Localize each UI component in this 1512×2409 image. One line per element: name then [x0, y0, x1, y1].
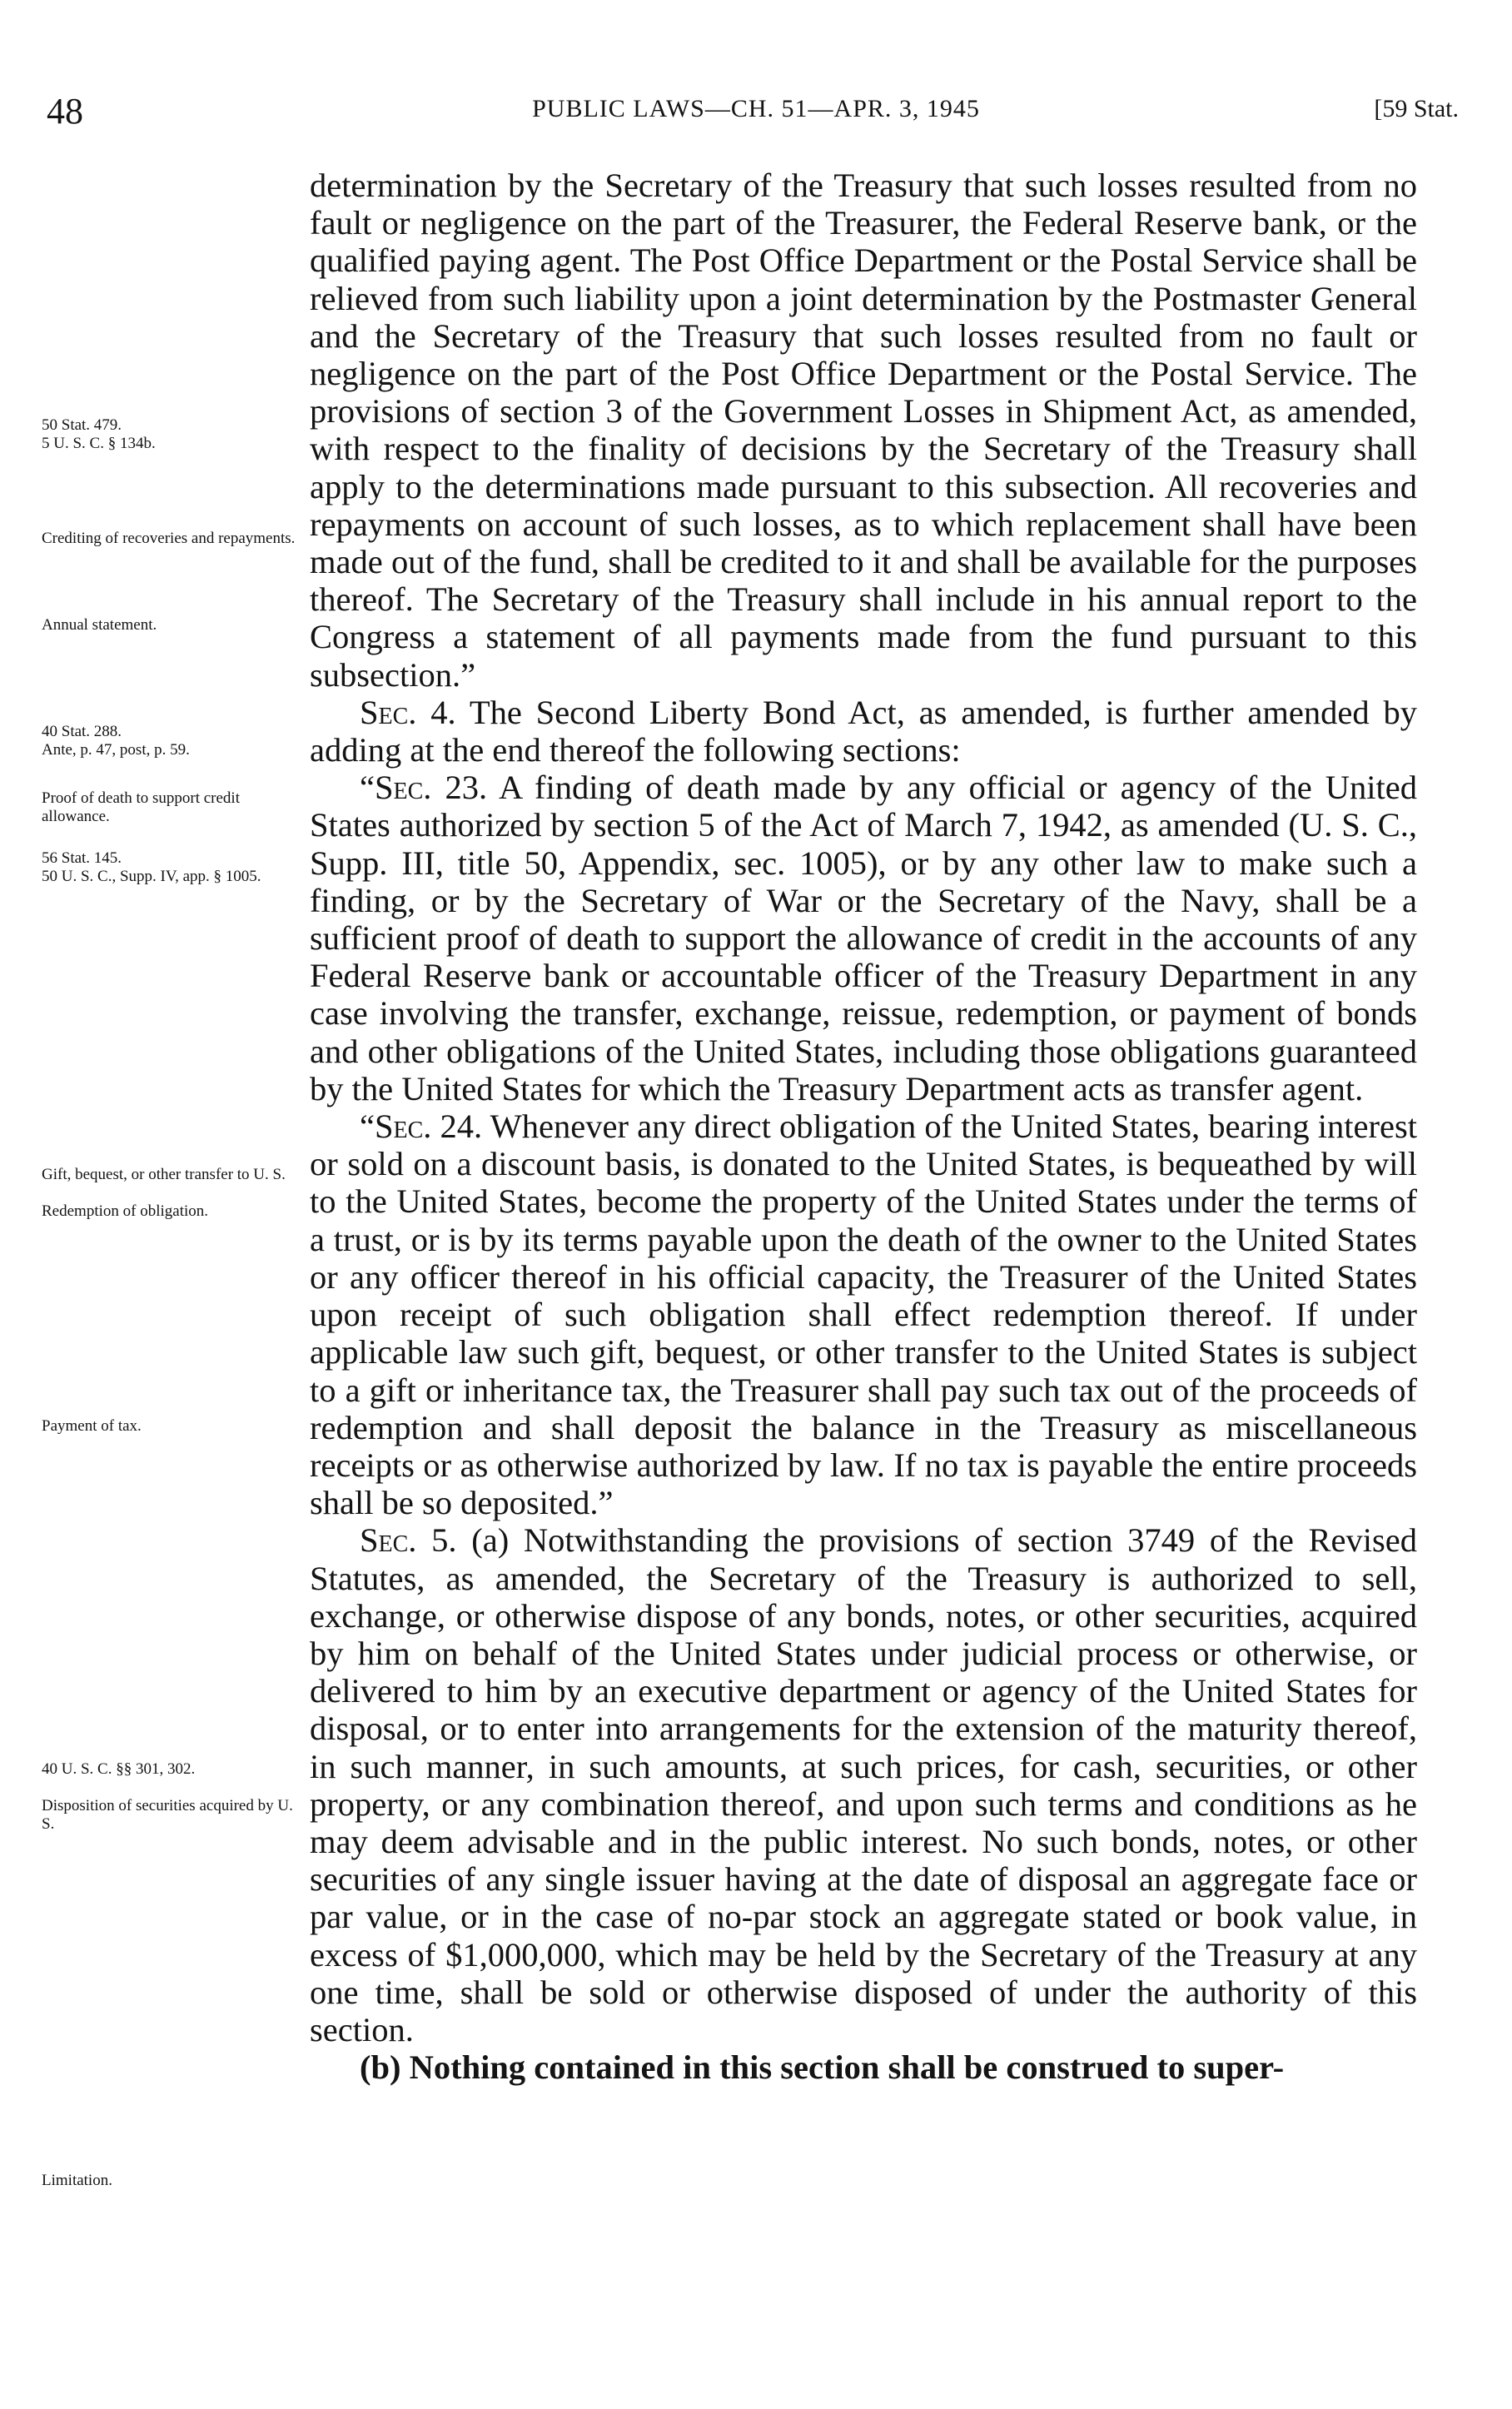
margin-note-crediting: Crediting of recoveries and repayments.: [42, 530, 296, 547]
page-number: 48: [47, 91, 83, 132]
margin-note-citation: 50 Stat. 479. 5 U. S. C. § 134b.: [42, 416, 156, 452]
running-title: PUBLIC LAWS—CH. 51—APR. 3, 1945: [532, 95, 980, 122]
margin-note-gift-bequest: Gift, bequest, or other transfer to U. S.: [42, 1166, 286, 1183]
paragraph-sec-5: [310, 1521, 1417, 2048]
margin-note-payment-of-tax: Payment of tax.: [42, 1417, 142, 1435]
paragraph-sec-5b: (b) Nothing contained in this section shall be construed to super-: [360, 2048, 1285, 2087]
margin-note-citation: 56 Stat. 145. 50 U. S. C., Supp. IV, app. § 1005.: [42, 849, 261, 885]
paragraph-sec-24: [310, 1107, 1417, 1521]
statute-body: [310, 167, 1417, 2086]
paragraph-sec-4: [310, 694, 1417, 769]
paragraph-sec-23: [310, 769, 1417, 1107]
section-heading: Sec. 4.: [360, 693, 456, 731]
margin-note-disposition: Disposition of securities acquired by U. S.: [42, 1797, 293, 1833]
page-header: [0, 77, 1512, 132]
section-heading: “Sec. 23.: [360, 769, 488, 807]
margin-note-proof-of-death: Proof of death to support credit allowance.: [42, 789, 240, 825]
paragraph-text: A finding of death made by any official or agency of the United States authorized by section 5 of the Act of March 7, 1942, as amended (U. S. C., Supp. III, title 50, Appendix, sec. 1005), or by any other law to make such a finding, or by the Secretary of War or the Secretary of the Navy, shall be a sufficient proof of death to support the allowance of credit in the accounts of any Federal Reserve bank or accountable officer of the Treasury Department in any case involving the transfer, exchange, reissue, redemption, or payment of bonds and other obligations of the United States, including those obligations guaranteed by the United States for which the Treasury Department acts as transfer agent.: [310, 769, 1418, 1107]
paragraph-text: (a) Notwithstanding the provisions of section 3749 of the Revised Statutes, as amended, the Secretary of the Treasury is authorized to sell, exchange, or otherwise dispose of any bonds, notes, or other securities, acquired by him on behalf of the United States under judicial process or otherwise, or delivered to him by an executive department or agency of the United States for disposal, or to enter into arrangements for the extension of the maturity thereof, in such manner, in such amounts, at such prices, for cash, securities, or other property, or any combination thereof, and upon such terms and conditions as he may deem advisable and in the public interest. No such bonds, notes, or other securities of any single issuer having at the date of disposal an aggregate face or par value, or in the case of no-par stock an aggregate stated or book value, in excess of $1,000,000, which may be held by the Secretary of the Treasury at any one time, shall be sold or otherwise disposed of under the authority of this section.: [310, 1521, 1417, 2048]
margin-note-citation: 40 U. S. C. §§ 301, 302.: [42, 1760, 196, 1778]
margin-note-citation: 40 Stat. 288. Ante, p. 47, post, p. 59.: [42, 723, 190, 759]
paragraph-text: The Second Liberty Bond Act, as amended, is further amended by adding at the end thereof the following sections:: [310, 693, 1417, 769]
section-heading: Sec. 5.: [360, 1521, 457, 1560]
margin-note-limitation: Limitation.: [42, 2172, 112, 2189]
volume-reference: [59 Stat.: [1374, 95, 1459, 122]
margin-note-redemption: Redemption of obligation.: [42, 1202, 209, 1220]
paragraph-text: Whenever any direct obligation of the United States, bearing interest or sold on a discount basis, is donated to the United States, is bequeathed by will to the United States, become the property of the United States under the terms of a trust, or is by its terms payable upon the death of the owner to the United States or any officer thereof in his official capacity, the Treasurer of the United States upon receipt of such obligation shall effect redemption thereof. If under applicable law such gift, bequest, or other transfer to the United States is subject to a gift or inheritance tax, the Treasurer shall pay such tax out of the proceeds of redemption and shall deposit the balance in the Treasury as miscellaneous receipts or as otherwise authorized by law. If no tax is payable the entire proceeds shall be so deposited.”: [310, 1107, 1418, 1522]
paragraph-continuation: determination by the Secretary of the Treasury that such losses resulted from no fault or negligence on the part of the Treasurer, the Federal Reserve bank, or the qualified paying agent. The Post Office Department or the Postal Service shall be relieved from such liability upon a joint determination by the Postmaster General and the Secretary of the Treasury that such losses resulted from no fault or negligence on the part of the Post Office Department or the Postal Service. The provisions of section 3 of the Government Losses in Shipment Act, as amended, with respect to the finality of decisions by the Secretary of the Treasury shall apply to the determinations made pursuant to this subsection. All recoveries and repayments on account of such losses, as to which replacement shall have been made out of the fund, shall be credited to it and shall be available for the purposes thereof. The Secretary of the Treasury shall include in his annual report to the Congress a statement of all payments made from the fund pursuant to this subsection.”: [310, 167, 1417, 694]
section-heading: “Sec. 24.: [360, 1107, 483, 1146]
margin-note-annual-statement: Annual statement.: [42, 616, 157, 634]
